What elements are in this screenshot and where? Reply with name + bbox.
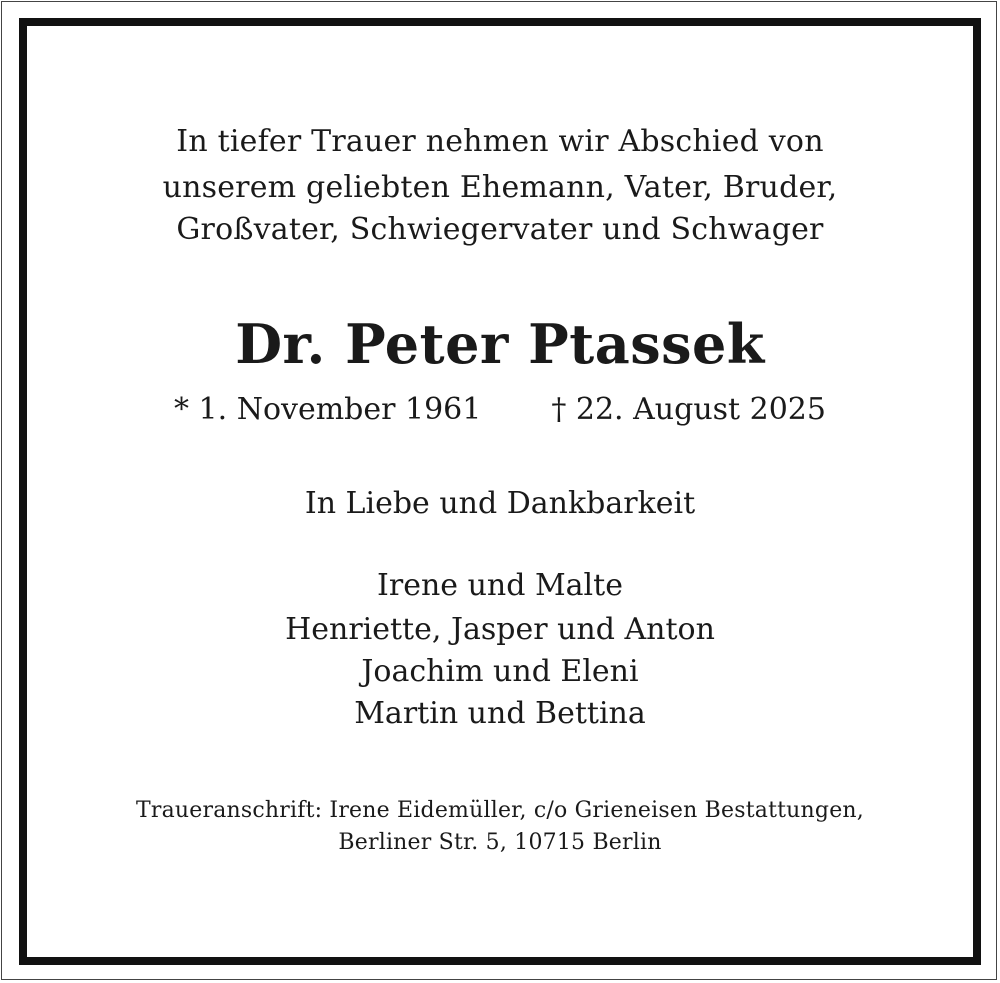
birth-date: * 1. November 1961 xyxy=(174,392,482,427)
intro-line-3: Großvater, Schwiegervater und Schwager xyxy=(176,212,824,247)
family-line-1: Irene und Malte xyxy=(377,568,623,603)
address-line-1: Traueranschrift: Irene Eidemüller, c/o Grieneisen Bestattungen, xyxy=(136,798,864,823)
family-line-3: Joachim und Eleni xyxy=(361,654,639,689)
intro-line-2: unserem geliebten Ehemann, Vater, Bruder, xyxy=(162,170,838,205)
family-line-2: Henriette, Jasper und Anton xyxy=(285,612,715,647)
intro-line-1: In tiefer Trauer nehmen wir Abschied von xyxy=(176,124,824,159)
deceased-name: Dr. Peter Ptassek xyxy=(235,312,765,376)
address-line-2: Berliner Str. 5, 10715 Berlin xyxy=(338,830,662,855)
closing-phrase: In Liebe und Dankbarkeit xyxy=(304,486,696,521)
family-line-4: Martin und Bettina xyxy=(354,696,646,731)
life-dates xyxy=(0,392,1000,427)
death-date: † 22. August 2025 xyxy=(551,392,826,427)
